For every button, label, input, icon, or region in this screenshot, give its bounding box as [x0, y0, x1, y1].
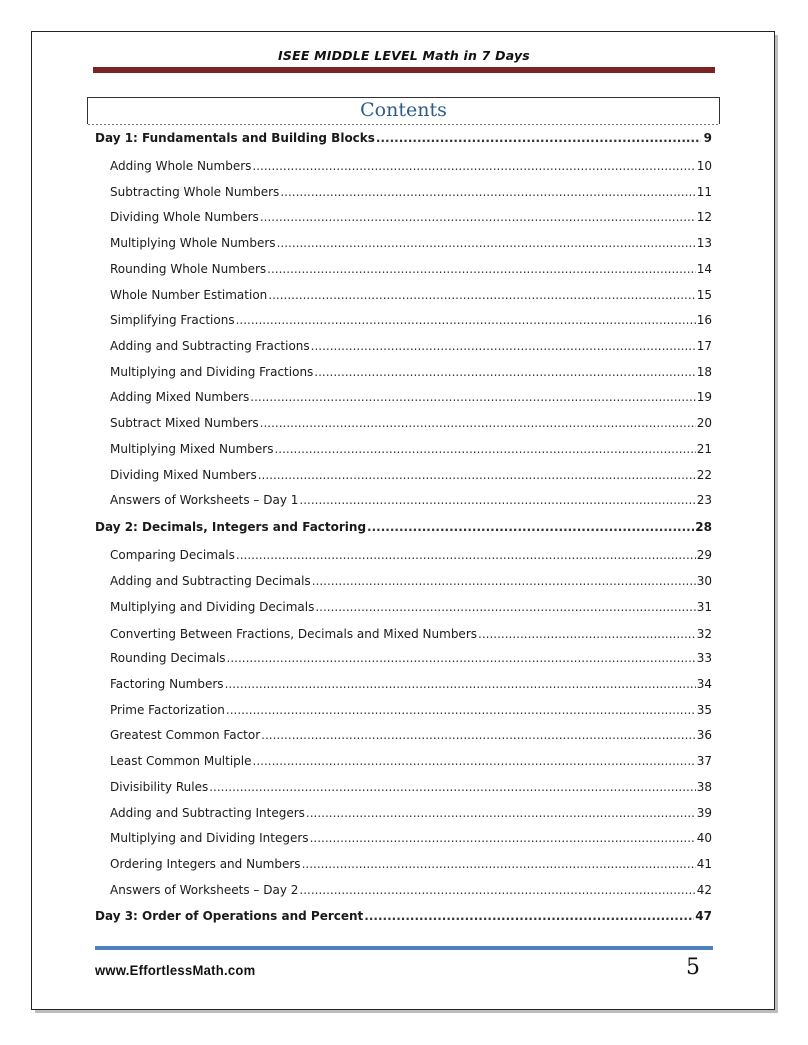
toc-dot-leader: [315, 599, 695, 615]
toc-dot-leader: [299, 882, 695, 898]
toc-day-entry[interactable]: [95, 130, 712, 146]
toc-entry-label: Whole Number Estimation: [110, 288, 268, 302]
toc-entry[interactable]: [110, 158, 712, 174]
toc-entry-label: Dividing Mixed Numbers: [110, 468, 257, 482]
toc-dot-leader: [250, 389, 695, 405]
toc-dot-leader: [274, 441, 695, 457]
toc-page-number: 16: [696, 313, 712, 327]
toc-page-number: 19: [696, 390, 712, 404]
toc-entry-label: Simplifying Fractions: [110, 313, 235, 327]
toc-page-number: 17: [696, 339, 712, 353]
toc-page-number: 47: [695, 909, 712, 923]
toc-page-number: 40: [696, 831, 712, 845]
toc-entry[interactable]: [110, 626, 712, 642]
toc-entry[interactable]: [110, 389, 712, 405]
toc-entry[interactable]: [110, 364, 712, 380]
toc-entry-label: Subtracting Whole Numbers: [110, 185, 280, 199]
toc-entry[interactable]: [110, 727, 712, 743]
toc-dot-leader: [277, 235, 696, 251]
toc-entry-label: Divisibility Rules: [110, 780, 209, 794]
toc-dot-leader: [310, 830, 696, 846]
toc-dot-leader: [236, 547, 696, 563]
toc-dot-leader: [268, 287, 695, 303]
toc-page-number: 30: [696, 574, 712, 588]
toc-dot-leader: [376, 130, 701, 146]
toc-entry[interactable]: [110, 184, 712, 200]
toc-entry-label: Rounding Whole Numbers: [110, 262, 267, 276]
toc-entry[interactable]: [110, 753, 712, 769]
header-rule: [93, 67, 715, 73]
toc-dot-leader: [252, 158, 695, 174]
toc-dot-leader: [225, 676, 696, 692]
toc-entry-label: Multiplying Whole Numbers: [110, 236, 276, 250]
toc-entry-label: Rounding Decimals: [110, 651, 226, 665]
toc-entry[interactable]: [110, 235, 712, 251]
toc-page-number: 20: [696, 416, 712, 430]
toc-dot-leader: [209, 779, 696, 795]
toc-entry-label: Answers of Worksheets – Day 1: [110, 493, 299, 507]
toc-entry-label: Comparing Decimals: [110, 548, 235, 562]
toc-day-entry[interactable]: [95, 519, 712, 535]
toc-page-number: 34: [696, 677, 712, 691]
toc-entry[interactable]: [110, 856, 712, 872]
toc-page-number: 21: [696, 442, 712, 456]
toc-entry[interactable]: [110, 650, 712, 666]
toc-entry[interactable]: [110, 441, 712, 457]
toc-entry-label: Multiplying and Dividing Decimals: [110, 600, 315, 614]
toc-dot-leader: [260, 209, 696, 225]
footer-rule: [95, 946, 713, 950]
toc-dot-leader: [267, 261, 696, 277]
toc-dot-leader: [306, 805, 696, 821]
toc-day-entry[interactable]: [95, 908, 712, 924]
toc-entry-label: Multiplying Mixed Numbers: [110, 442, 274, 456]
toc-entry[interactable]: [110, 882, 712, 898]
toc-page-number: 42: [696, 883, 712, 897]
toc-page-number: 39: [696, 806, 712, 820]
toc-entry[interactable]: [110, 261, 712, 277]
toc-page-number: 29: [696, 548, 712, 562]
toc-entry[interactable]: [110, 547, 712, 563]
toc-dot-leader: [312, 573, 696, 589]
toc-dot-leader: [364, 908, 694, 924]
toc-entry-label: Day 2: Decimals, Integers and Factoring: [95, 520, 367, 534]
running-header-title: ISEE MIDDLE LEVEL Math in 7 Days: [278, 48, 530, 63]
toc-entry[interactable]: [110, 805, 712, 821]
toc-entry[interactable]: [110, 415, 712, 431]
toc-entry[interactable]: [110, 338, 712, 354]
footer-website[interactable]: www.EffortlessMath.com: [95, 962, 256, 978]
toc-dot-leader: [261, 727, 696, 743]
toc-entry-label: Factoring Numbers: [110, 677, 224, 691]
toc-dot-leader: [299, 492, 695, 508]
toc-entry-label: Greatest Common Factor: [110, 728, 261, 742]
toc-entry-label: Adding and Subtracting Decimals: [110, 574, 311, 588]
toc-entry[interactable]: [110, 830, 712, 846]
toc-page-number: 28: [695, 520, 712, 534]
toc-page-number: 12: [696, 210, 712, 224]
toc-dot-leader: [227, 650, 696, 666]
toc-page-number: 18: [696, 365, 712, 379]
toc-dot-leader: [236, 312, 696, 328]
toc-entry[interactable]: [110, 312, 712, 328]
toc-entry-label: Adding Mixed Numbers: [110, 390, 250, 404]
toc-entry-label: Converting Between Fractions, Decimals and Mixed Numbers: [110, 627, 478, 641]
contents-heading-box: [87, 97, 720, 124]
page-shadow-bottom: [35, 1010, 778, 1013]
toc-entry-label: Adding and Subtracting Fractions: [110, 339, 310, 353]
toc-entry[interactable]: [110, 209, 712, 225]
toc-entry-label: Day 1: Fundamentals and Building Blocks: [95, 131, 375, 145]
toc-entry[interactable]: [110, 573, 712, 589]
toc-page-number: 15: [696, 288, 712, 302]
toc-dot-leader: [226, 702, 696, 718]
toc-page-number: 41: [696, 857, 712, 871]
toc-page-number: 36: [696, 728, 712, 742]
toc-entry[interactable]: [110, 599, 712, 615]
toc-entry-label: Dividing Whole Numbers: [110, 210, 259, 224]
toc-page-number: 35: [696, 703, 712, 717]
toc-page-number: 14: [696, 262, 712, 276]
toc-dot-leader: [478, 626, 696, 642]
toc-dot-leader: [311, 338, 696, 354]
contents-title: Contents: [360, 99, 447, 121]
toc-entry-label: Day 3: Order of Operations and Percent: [95, 909, 364, 923]
toc-page-number: 23: [696, 493, 712, 507]
toc-page-number: 13: [696, 236, 712, 250]
toc-entry[interactable]: [110, 676, 712, 692]
toc-page-number: 38: [696, 780, 712, 794]
page-shadow-right: [775, 35, 778, 1013]
toc-page-number: 31: [696, 600, 712, 614]
toc-entry-label: Multiplying and Dividing Fractions: [110, 365, 314, 379]
toc-dot-leader: [258, 467, 696, 483]
toc-entry-label: Subtract Mixed Numbers: [110, 416, 259, 430]
toc-dot-leader: [253, 753, 696, 769]
toc-entry-label: Adding Whole Numbers: [110, 159, 252, 173]
toc-entry-label: Prime Factorization: [110, 703, 225, 717]
toc-dot-leader: [314, 364, 695, 380]
toc-entry[interactable]: [110, 287, 712, 303]
toc-dot-leader: [280, 184, 695, 200]
toc-page-number: 10: [696, 159, 712, 173]
toc-dot-leader: [260, 415, 696, 431]
toc-entry-label: Multiplying and Dividing Integers: [110, 831, 309, 845]
toc-entry[interactable]: [110, 492, 712, 508]
toc-page-number: 9: [703, 131, 712, 145]
toc-entry-label: Ordering Integers and Numbers: [110, 857, 301, 871]
footer-page-number: 5: [686, 955, 700, 980]
toc-entry-label: Answers of Worksheets – Day 2: [110, 883, 299, 897]
toc-dot-leader: [367, 519, 694, 535]
toc-entry[interactable]: [110, 779, 712, 795]
toc-page-number: 11: [696, 185, 712, 199]
toc-page-number: 22: [696, 468, 712, 482]
toc-entry[interactable]: [110, 467, 712, 483]
toc-page-number: 33: [696, 651, 712, 665]
toc-page-number: 37: [696, 754, 712, 768]
toc-entry-label: Adding and Subtracting Integers: [110, 806, 305, 820]
toc-entry-label: Least Common Multiple: [110, 754, 252, 768]
toc-dot-leader: [302, 856, 696, 872]
toc-page-number: 32: [696, 627, 712, 641]
toc-entry[interactable]: [110, 702, 712, 718]
